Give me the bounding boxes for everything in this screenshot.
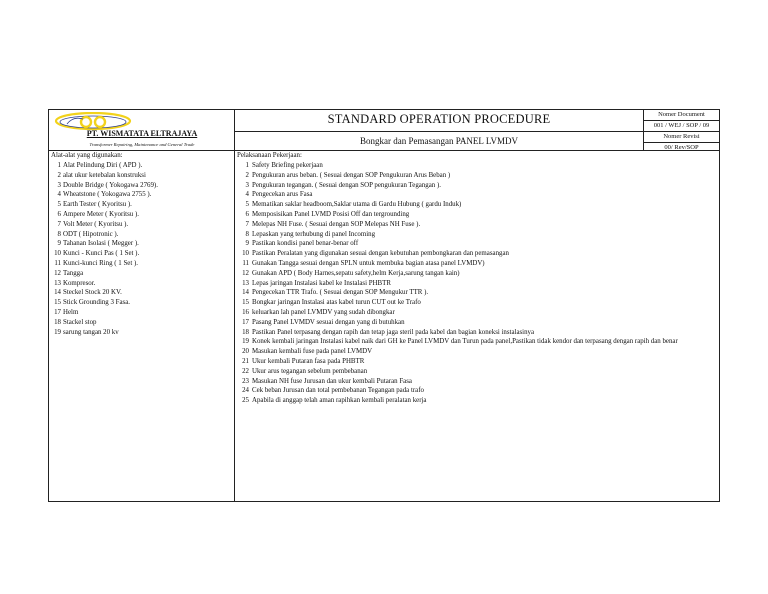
tool-item-number: 17 xyxy=(54,308,61,316)
step-item-number: 7 xyxy=(245,220,249,228)
step-item xyxy=(235,328,719,338)
tool-item-text: Steckel Stock 20 KV. xyxy=(63,289,122,297)
company-header xyxy=(49,110,235,151)
tool-item-number: 10 xyxy=(54,250,61,258)
step-item-number: 15 xyxy=(242,299,249,307)
step-item xyxy=(235,367,719,377)
step-item-text: Gunakan APD ( Body Harnes,sepatu safety,helm Kerja,sarung tangan kain) xyxy=(252,269,460,277)
step-item xyxy=(235,386,719,396)
title-divider xyxy=(235,131,643,132)
step-item-number: 21 xyxy=(242,357,249,365)
step-item xyxy=(235,210,719,220)
tool-item-number: 4 xyxy=(57,191,61,199)
step-item-number: 12 xyxy=(242,269,249,277)
tool-item xyxy=(49,298,234,308)
step-item-text: Apabila di anggap telah aman rapihkan kembali peralatan kerja xyxy=(252,397,427,405)
tool-item-text: Kompresor. xyxy=(63,279,96,287)
revision-label: Nomer Revisi xyxy=(644,131,719,142)
tool-item-number: 13 xyxy=(54,279,61,287)
step-item-number: 22 xyxy=(242,367,249,375)
tool-item-text: Volt Meter ( Kyoritsu ). xyxy=(63,220,129,228)
tool-item-text: Helm xyxy=(63,308,79,316)
tool-item-number: 3 xyxy=(57,181,61,189)
step-item-text: Masukan kembali fuse pada panel LVMDV xyxy=(252,348,373,356)
tool-item-number: 5 xyxy=(57,201,61,209)
step-item-number: 14 xyxy=(242,289,249,297)
steps-section xyxy=(235,151,719,501)
tool-item-text: Tangga xyxy=(63,269,84,277)
step-item-number: 19 xyxy=(242,338,249,346)
tool-item-number: 19 xyxy=(54,328,61,336)
tool-item xyxy=(49,249,234,259)
tool-item xyxy=(49,308,234,318)
step-item xyxy=(235,239,719,249)
step-item-text: Pastikan kondisi panel benar-benar off xyxy=(252,240,359,248)
tool-item-text: Kunci - Kunci Pas ( 1 Set ). xyxy=(63,250,140,258)
step-item-number: 24 xyxy=(242,387,249,395)
step-item-text: Pastikan Panel terpasang dengan rapih dan tetap jaga steril pada kabel dan bagian koneksi instalasinya xyxy=(252,328,535,336)
step-item-number: 5 xyxy=(245,201,249,209)
step-item xyxy=(235,288,719,298)
tool-item-text: alat ukur ketebalan konstruksi xyxy=(63,171,146,179)
step-item-text: keluarkan lah panel LVMDV yang sudah dibongkar xyxy=(252,308,395,316)
step-item xyxy=(235,357,719,367)
step-item-number: 23 xyxy=(242,377,249,385)
tool-item-number: 15 xyxy=(54,299,61,307)
step-item-text: Pastikan Peralatan yang digunakan sesuai dengan kebutuhan pembongkaran dan pemasangan xyxy=(252,250,509,258)
step-item xyxy=(235,337,719,347)
tool-item xyxy=(49,328,234,338)
tool-item-number: 11 xyxy=(54,259,61,267)
step-item xyxy=(235,200,719,210)
tool-item xyxy=(49,181,234,191)
tool-item-text: Stackel stop xyxy=(63,318,97,326)
tool-item xyxy=(49,269,234,279)
step-item xyxy=(235,308,719,318)
step-item xyxy=(235,298,719,308)
tools-section xyxy=(49,151,235,501)
tool-item xyxy=(49,259,234,269)
step-item-text: Cek beban Jurusan dan total pembebanan Tegangan pada trafo xyxy=(252,387,424,395)
step-item-number: 10 xyxy=(242,250,249,258)
tool-item-number: 1 xyxy=(57,162,61,169)
step-item xyxy=(235,396,719,406)
step-item-text: Memposisikan Panel LVMD Posisi Off dan tergrounding xyxy=(252,210,410,218)
step-item-number: 18 xyxy=(242,328,249,336)
tool-item xyxy=(49,161,234,171)
tool-item-text: Alat Pelindung Diri ( APD ). xyxy=(63,162,143,169)
step-item xyxy=(235,347,719,357)
tool-item-number: 2 xyxy=(57,171,61,179)
step-item xyxy=(235,279,719,289)
step-item-number: 1 xyxy=(245,162,249,169)
step-item-text: Pengukuran arus beban. ( Sesuai dengan SOP Pengukuran Arus Beban ) xyxy=(252,171,451,179)
tool-item xyxy=(49,200,234,210)
step-item-number: 20 xyxy=(242,348,249,356)
step-item-text: Lepas jaringan Instalasi kabel ke Instalasi PHBTR xyxy=(252,279,391,287)
document-info xyxy=(643,110,719,151)
tool-item-number: 12 xyxy=(54,269,61,277)
tool-item-number: 18 xyxy=(54,318,61,326)
doc-number-label: Nomer Document xyxy=(658,111,705,118)
tool-item-number: 7 xyxy=(57,220,61,228)
tool-item xyxy=(49,220,234,230)
step-item-number: 13 xyxy=(242,279,249,287)
tool-item-number: 6 xyxy=(57,210,61,218)
tool-item-text: Earth Tester ( Kyoritsu ). xyxy=(63,201,132,209)
tool-item-number: 9 xyxy=(57,240,61,248)
tool-item xyxy=(49,171,234,181)
step-item xyxy=(235,190,719,200)
tool-item-text: Tahanan Isolasi ( Megger ). xyxy=(63,240,139,248)
tool-item-number: 14 xyxy=(54,289,61,297)
steps-list xyxy=(235,161,719,406)
page-title: STANDARD OPERATION PROCEDURE xyxy=(327,112,551,126)
step-item-number: 3 xyxy=(245,181,249,189)
step-item-text: Mematikan saklar headboom,Saklar utama di Gardu Hubung ( gardu Induk) xyxy=(252,201,462,209)
step-item-number: 11 xyxy=(242,259,249,267)
step-item xyxy=(235,161,719,171)
step-item-text: Pasang Panel LVMDV sesuai dengan yang di butuhkan xyxy=(252,318,405,326)
step-item-number: 16 xyxy=(242,308,249,316)
step-item-text: Masukan NH fuse Jurusan dan ukur kembali Putaran Fasa xyxy=(252,377,412,385)
steps-title: Pelaksanaan Pekerjaan: xyxy=(237,152,302,159)
step-item xyxy=(235,377,719,387)
step-item-number: 17 xyxy=(242,318,249,326)
tool-item xyxy=(49,239,234,249)
step-item-text: Melepas NH Fuse. ( Sesuai dengan SOP Melepas NH Fuse ). xyxy=(252,220,421,228)
page-subtitle: Bongkar dan Pemasangan PANEL LVMDV xyxy=(360,136,518,146)
tool-item-text: Kunci-kunci Ring ( 1 Set ). xyxy=(63,259,139,267)
step-item xyxy=(235,249,719,259)
tool-item xyxy=(49,279,234,289)
step-item-text: Pengukuran tegangan. ( Sesuai dengan SOP pengukuran Tegangan ). xyxy=(252,181,441,189)
step-item-number: 4 xyxy=(245,191,249,199)
company-tagline: Transformer Repairing, Maintenance and General Trade xyxy=(89,142,195,147)
tool-item-text: Wheatstone ( Yokogawa 2755 ). xyxy=(63,191,152,199)
tool-item xyxy=(49,318,234,328)
tool-item xyxy=(49,230,234,240)
tool-item-text: Double Bridge ( Yokogawa 2769). xyxy=(63,181,158,189)
step-item-number: 2 xyxy=(245,171,249,179)
step-item xyxy=(235,269,719,279)
tool-item xyxy=(49,210,234,220)
step-item-text: Bongkar jaringan Instalasi atas kabel turun CUT out ke Trafo xyxy=(252,299,421,307)
step-item xyxy=(235,220,719,230)
step-item-text: Ukur arus tegangan sebelum pembebanan xyxy=(252,367,368,375)
title-block xyxy=(235,110,643,151)
step-item-text: Gunakan Tangga sesuai dengan SPLN untuk membuka bagian atasa panel LVMDV) xyxy=(252,259,485,267)
step-item-text: Lepaskan yang terhubung di panel Incoming xyxy=(252,230,376,238)
doc-number-value: 001 / WEJ / SOP / 09 xyxy=(644,120,719,131)
step-item xyxy=(235,181,719,191)
step-item-number: 9 xyxy=(245,240,249,248)
sop-document xyxy=(48,109,720,502)
revision-value: 00/ Rev/SOP xyxy=(644,142,719,153)
company-name: PT. WISMATATA ELTRAJAYA xyxy=(86,129,198,138)
tool-item-text: sarung tangan 20 kv xyxy=(63,328,119,336)
step-item-number: 6 xyxy=(245,210,249,218)
step-item-number: 8 xyxy=(245,230,249,238)
tool-item xyxy=(49,190,234,200)
step-item-text: Konek kembali jaringan Instalasi kabel naik dari GH ke Panel LVMDV dan Turun pada panel,Pastikan tidak kendor dan terpasang dengan rapih dan benar xyxy=(252,338,678,346)
tools-list xyxy=(49,161,234,337)
step-item-text: Ukur kembali Putaran fasa pada PHBTR xyxy=(252,357,365,365)
tool-item-text: ODT ( Hipotronic ). xyxy=(63,230,119,238)
step-item-text: Pengecekan arus Fasa xyxy=(252,191,313,199)
step-item xyxy=(235,171,719,181)
tool-item-text: Stick Grounding 3 Fasa. xyxy=(63,299,130,307)
step-item-text: Safety Briefing pekerjaan xyxy=(252,162,323,169)
step-item xyxy=(235,318,719,328)
tools-title: Alat-alat yang digunakan: xyxy=(51,152,123,159)
step-item-text: Pengecekan TTR Trafo. ( Sesuai dengan SOP Mengukur TTR ). xyxy=(252,289,429,297)
tool-item-number: 8 xyxy=(57,230,61,238)
step-item xyxy=(235,230,719,240)
tool-item-text: Ampere Meter ( Kyoritsu ). xyxy=(63,210,139,218)
step-item-number: 25 xyxy=(242,397,249,405)
tool-item xyxy=(49,288,234,298)
step-item xyxy=(235,259,719,269)
